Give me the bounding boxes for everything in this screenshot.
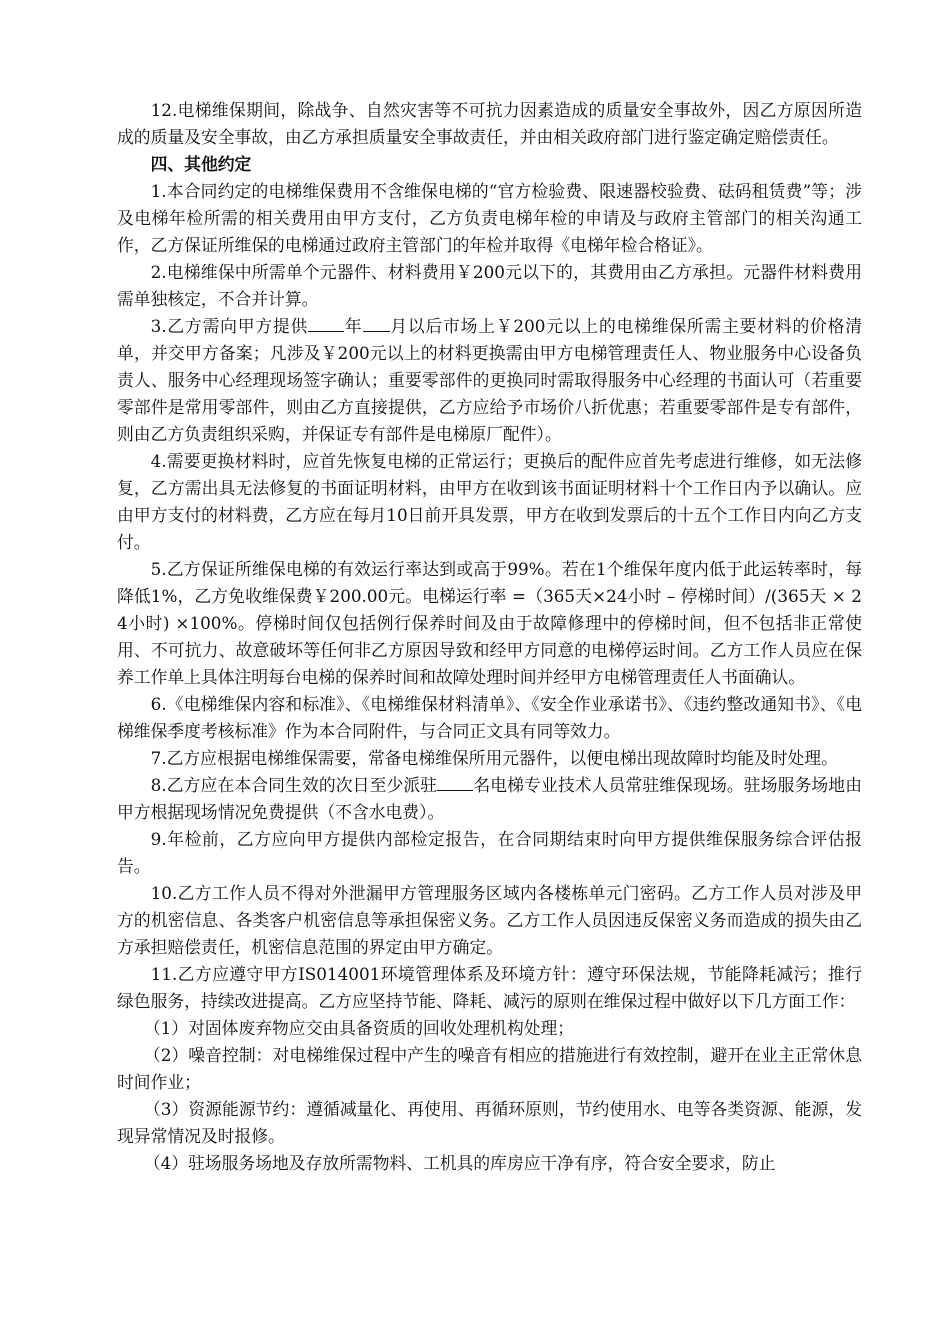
contract-body <box>117 97 862 1177</box>
sub-item-1: （1）对固体废弃物应交由具备资质的回收处理机构处理； <box>143 1018 575 1038</box>
clause-9-paragraph: 9.年检前，乙方应向甲方提供内部检定报告，在合同期结束时向甲方提供维保服务综合评估报告。 <box>117 829 862 876</box>
clause-1-paragraph: 1.本合同约定的电梯维保费用不含维保电梯的“官方检验费、限速器校验费、砝码租赁费”等；涉及电梯年检所需的相关费用由甲方支付，乙方负责电梯年检的申请及与政府主管部门的相关沟通工作，乙方保证所维保的电梯通过政府主管部门的年检并取得《电梯年检合格证》。 <box>117 181 862 255</box>
clause-8-paragraph <box>117 772 862 826</box>
clause-10-paragraph: 10.乙方工作人员不得对外泄漏甲方管理服务区域内各楼栋单元门密码。乙方工作人员对涉及甲方的机密信息、各类客户机密信息等承担保密义务。乙方工作人员因违反保密义务而造成的损失由乙方承担赔偿责任，机密信息范围的界定由甲方确定。 <box>117 883 862 957</box>
sub-item-4: （4）驻场服务场地及存放所需物料、工机具的库房应干净有序，符合安全要求，防止 <box>143 1153 776 1173</box>
clause-7-paragraph: 7.乙方应根据电梯维保需要，常备电梯维保所用元器件，以便电梯出现故障时均能及时处理。 <box>150 748 838 768</box>
clause-3-text-a: 3.乙方需向甲方提供 <box>150 316 309 336</box>
year-blank-field <box>308 313 344 332</box>
clause-6-paragraph: 6.《电梯维保内容和标准》、《电梯维保材料清单》、《安全作业承诺书》、《违约整改通知书》、《电梯维保季度考核标准》作为本合同附件，与合同正文具有同等效力。 <box>117 694 862 741</box>
clause-8-text-b: 名电梯专业技术人员常驻维保现场。驻场服务场地由甲方根据现场情况免费提供（不含水电费）。 <box>117 775 862 822</box>
sub-item-2: （2）噪音控制：对电梯维保过程中产生的噪音有相应的措施进行有效控制，避开在业主正常休息时间作业； <box>117 1045 862 1092</box>
clause-4-paragraph: 4.需要更换材料时，应首先恢复电梯的正常运行；更换后的配件应首先考虑进行维修，如无法修复，乙方需出具无法修复的书面证明材料，由甲方在收到该书面证明材料十个工作日内予以确认。应由甲方支付的材料费，乙方应在每月10日前开具发票，甲方在收到发票后的十五个工作日内向乙方支付。 <box>117 451 862 552</box>
clause-3-text-b: 年 <box>344 316 363 336</box>
clause-11-paragraph: 11.乙方应遵守甲方IS014001环境管理体系及环境方针：遵守环保法规，节能降耗减污；推行绿色服务，持续改进提高。乙方应坚持节能、降耗、减污的原则在维保过程中做好以下几方面工作： <box>117 964 862 1011</box>
clause-8-text-a: 8.乙方应在本合同生效的次日至少派驻 <box>150 775 438 795</box>
clause-5-paragraph: 5.乙方保证所维保电梯的有效运行率达到或高于99%。若在1个维保年度内低于此运转率时，每降低1%，乙方免收维保费￥200.00元。电梯运行率 =（365天×24小时 – 停梯时间）/(365天 × 24小时) ×100%。停梯时间仅包括例行保养时间及由于故障修理中的停梯时间，但不包括非正常使用、不可抗力、故意破坏等任何非乙方原因导致和经甲方同意的电梯停运时间。乙方工作人员应在保养工作单上具体注明每台电梯的保养时间和故障处理时间并经甲方电梯管理责任人书面确认。 <box>117 559 862 687</box>
month-blank-field <box>363 313 390 332</box>
clause-2-paragraph: 2.电梯维保中所需单个元器件、材料费用￥200元以下的，其费用由乙方承担。元器件材料费用需单独核定，不合并计算。 <box>117 262 862 309</box>
clause-3-paragraph <box>117 313 862 448</box>
sub-item-3: （3）资源能源节约：遵循减量化、再使用、再循环原则，节约使用水、电等各类资源、能源，发现异常情况及时报修。 <box>117 1099 862 1146</box>
clause-3-text-c: 月以后市场上￥200元以上的电梯维保所需主要材料的价格清单，并交甲方备案；凡涉及￥200元以上的材料更换需由甲方电梯管理责任人、物业服务中心设备负责人、服务中心经理现场签字确认；重要零部件的更换同时需取得服务中心经理的书面认可（若重要零部件是常用零部件，则由乙方直接提供，乙方应给予市场价八折优惠；若重要零部件是专有部件，则由乙方负责组织采购，并保证专有部件是电梯原厂配件）。 <box>117 316 862 444</box>
staff-count-blank-field <box>437 772 473 791</box>
clause-12-paragraph: 12.电梯维保期间，除战争、自然灾害等不可抗力因素造成的质量安全事故外，因乙方原因所造成的质量及安全事故，由乙方承担质量安全事故责任，并由相关政府部门进行鉴定确定赔偿责任。 <box>117 100 862 147</box>
section-heading-other-agreements: 四、其他约定 <box>150 154 252 174</box>
